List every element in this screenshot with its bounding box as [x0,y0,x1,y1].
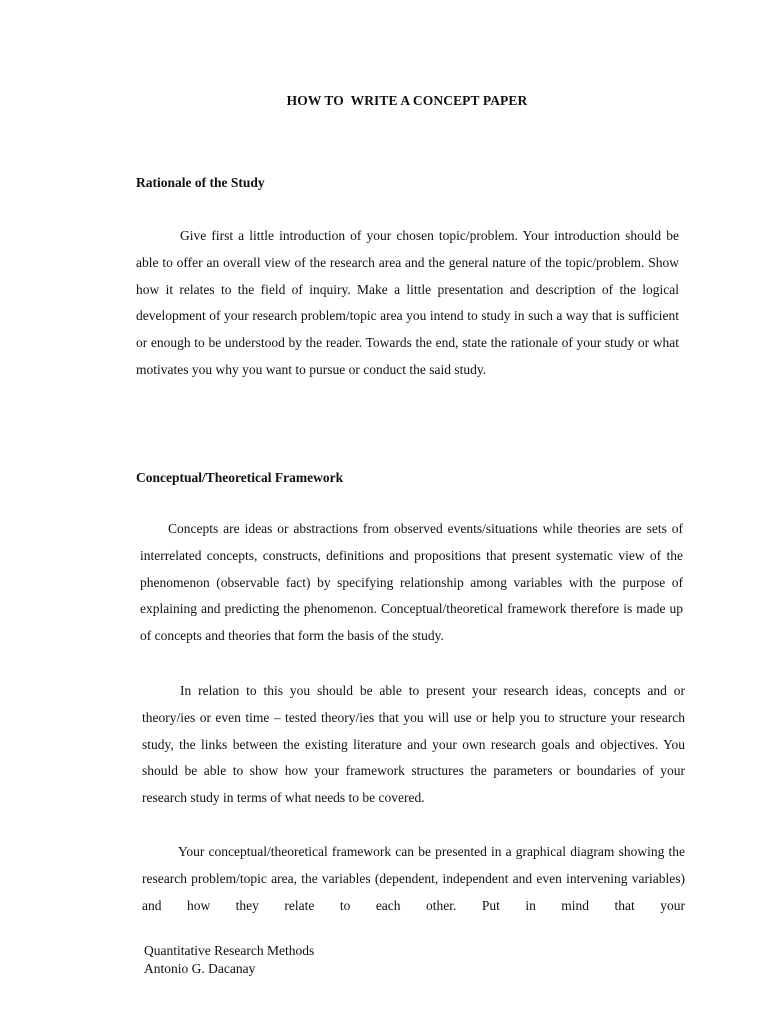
footer-course: Quantitative Research Methods [144,943,315,958]
section-heading-framework: Conceptual/Theoretical Framework [136,470,344,485]
paragraph-framework-concepts: Concepts are ideas or abstractions from observed events/situations while theories are sets of interrelated concepts, constructs, definitions and propositions that present systematic view of the phenomenon (observable fact) by specifying relationship among variables with the purpose of explaining and predicting the phenomenon. Conceptual/theoretical framework therefore is made up of concepts and theories that form the basis of the study. [140,521,683,644]
section-heading-rationale: Rationale of the Study [136,175,265,190]
paragraph-framework-relation: In relation to this you should be able to present your research ideas, concepts and or theory/ies or even time – tested theory/ies that you will use or help you to structure your research study, the links between the existing literature and your own research goals and objectives. You should be able to show how your framework structures the parameters or boundaries of your research study in terms of what needs to be covered. [142,683,685,806]
paragraph-framework-diagram: Your conceptual/theoretical framework can be presented in a graphical diagram showing the research problem/topic area, the variables (dependent, independent and even intervening variables) and how they relate to each other. Put in mind that your [142,844,685,913]
paragraph-rationale: Give first a little introduction of your chosen topic/problem. Your introduction should be able to offer an overall view of the research area and the general nature of the topic/problem. Show how it relates to the field of inquiry. Make a little presentation and description of the logical development of your research problem/topic area you intend to study in such a way that is sufficient or enough to be understood by the reader. Towards the end, state the rationale of your study or what motivates you why you want to pursue or conduct the said study. [136,228,679,377]
page-footer [144,942,314,978]
footer-author: Antonio G. Dacanay [144,961,256,976]
document-title: HOW TO WRITE A CONCEPT PAPER [286,93,528,108]
